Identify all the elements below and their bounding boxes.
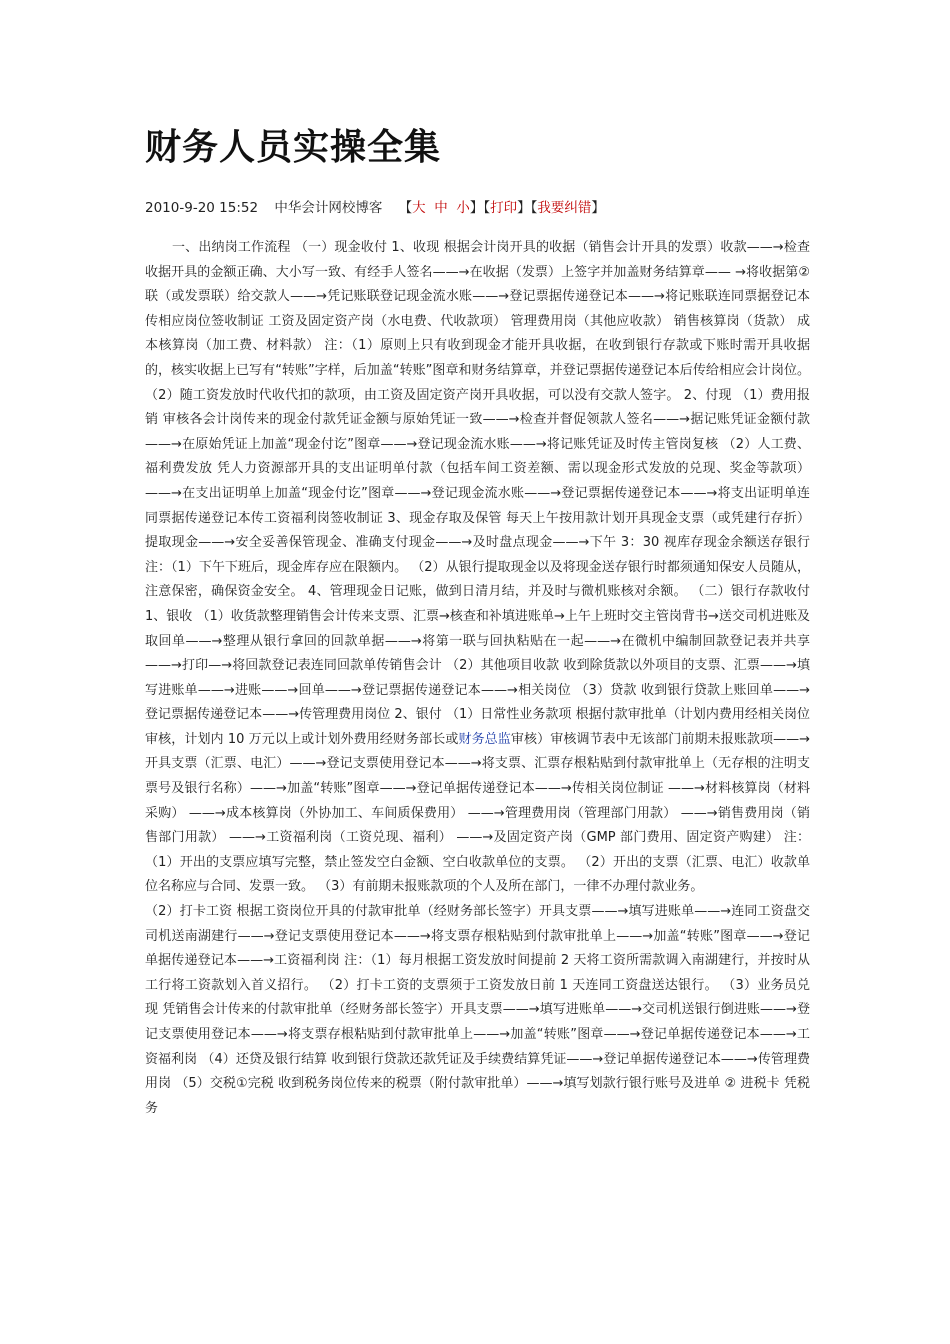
paragraph-card-payroll: （2）打卡工资 根据工资岗位开具的付款审批单（经财务部长签字）开具支票——→填写进账单——→连同工资盘交司机送南湖建行——→登记支票使用登记本——→将支票存根粘贴到付款审批单上——→加盖“转账”图章——→登记单据传递登记本——→工资福利岗 注：（1）每月根据工资发放时间提前 2 天将工资所需款调入南湖建行，并按时从工行将工资款划入首义招行。 （2）打卡工资的支票须于工资发放日前 1 天连同工资盘送达银行。 （3）业务员兑现 凭销售会计传来的付款审批单（经财务部长签字）开具支票——→填写进账单——→交司机送银行倒进账——→登记支票使用登记本——→将支票存根粘贴到付款审批单上——→加盖“转账”图章——→登记单据传递登记本——→工资福利岗 （4）还贷及银行结算 收到银行贷款还款凭证及手续费结算凭证——→登记单据传递登记本——→传管理费用岗 （5）交税①完税 收到税务岗位传来的税票（附付款审批单）——→填写划款行银行账号及进单 ② 进税卡 凭税务 — [145, 904, 810, 1116]
font-size-medium-link[interactable]: 中 — [434, 200, 448, 216]
paragraph-text: 审核）审核调节表中无该部门前期未报账款项——→开具支票（汇票、电汇）——→登记支票使用登记本——→将支票、汇票存根粘贴到付款审批单上（无存根的注明支票号及银行名称）——→加盖“转账”图章——→登记单据传递登记本——→传相关岗位制证 ——→材料核算岗（材料采购） ——→成本核算岗（外协加工、车间质保费用） ——→管理费用岗（管理部门用款） ——→销售费用岗（销售部门用款） ——→工资福利岗（工资兑现、福利） ——→及固定资产岗（GMP 部门费用、固定资产购建） 注：（1）开出的支票应填写完整，禁止签发空白金额、空白收款单位的支票。 （2）开出的支票（汇票、电汇）收款单位名称应与合同、发票一致。 （3）有前期未报账款项的个人及所在部门，一律不办理付款业务。 — [145, 731, 810, 895]
font-size-large-link[interactable]: 大 — [412, 200, 426, 216]
print-control — [483, 200, 530, 216]
report-error-link[interactable]: 我要纠错 — [537, 200, 592, 216]
report-error-control — [531, 200, 605, 216]
bracket-open: 【 — [530, 200, 538, 216]
paragraph-cashier-workflow — [145, 236, 810, 900]
font-size-controls — [399, 200, 484, 216]
print-link[interactable]: 打印 — [490, 200, 518, 216]
article-source: 中华会计网校博客 — [274, 200, 383, 216]
article-meta — [145, 197, 810, 219]
paragraph-text: 一、出纳岗工作流程 （一）现金收付 1、收现 根据会计岗开具的收据（销售会计开具的发票）收款——→检查收据开具的金额正确、大小写一致、有经手人签名——→在收据（发票）上签字并加盖财务结算章—— →将收据第②联（或发票联）给交款人——→凭记账联登记现金流水账——→登记票据传递登记本——→将记账联连同票据登记本传相应岗位签收制证 工资及固定资产岗（水电费、代收款项） 管理费用岗（其他应收款） 销售核算岗（货款） 成本核算岗（加工费、材料款） 注：（1）原则上只有收到现金才能开具收据，在收到银行存款或下账时需开具收据的，核实收据上已写有“转账”字样，后加盖“转账”图章和财务结算章，并登记票据传递登记本后传给相应会计岗位。 （2）随工资发放时代收代扣的款项，由工资及固定资产岗开具收据，可以没有交款人签字。 2、付现 （1）费用报销 审核各会计岗传来的现金付款凭证金额与原始凭证一致——→检查并督促领款人签名——→据记账凭证金额付款——→在原始凭证上加盖“现金付讫”图章——→登记现金流水账——→将记账凭证及时传主管岗复核 （2）人工费、福利费发放 凭人力资源部开具的支出证明单付款（包括车间工资差额、需以现金形式发放的兑现、奖金等款项）——→在支出证明单上加盖“现金付讫”图章——→登记现金流水账——→登记票据传递登记本——→将支出证明单连同票据传递登记本传工资福利岗签收制证 3、现金存取及保管 每天上午按用款计划开具现金支票（或凭建行存折）提取现金——→安全妥善保管现金、准确支付现金——→及时盘点现金——→下午 3：30 视库存现金余额送存银行 注：（1）下午下班后，现金库存应在限额内。 （2）从银行提取现金以及将现金送存银行时都须通知保安人员随从，注意保密，确保资金安全。 4、管理现金日记账，做到日清月结，并及时与微机账核对余额。 （二）银行存款收付 1、银收 （1）收货款整理销售会计传来支票、汇票→核查和补填进账单→上午上班时交主管岗背书→送交司机进账及取回单——→整理从银行拿回的回款单据——→将第一联与回执粘贴在一起——→在微机中编制回款登记表并共享——→打印—→将回款登记表连同回款单传销售会计 （2）其他项目收款 收到除货款以外项目的支票、汇票——→填写进账单——→进账——→回单——→登记票据传递登记本——→相关岗位 （3）贷款 收到银行贷款上账回单——→登记票据传递登记本——→传管理费用岗位 2、银付 （1）日常性业务款项 根据付款审批单（计划内费用经相关岗位审核，计划内 10 万元以上或计划外费用经财务部长或 — [145, 240, 810, 747]
article-title: 财务人员实操全集 — [145, 127, 442, 168]
article-datetime: 2010-9-20 15:52 — [145, 200, 259, 216]
bracket-close: 】 — [469, 200, 484, 216]
bracket-close: 】 — [591, 200, 605, 216]
cfo-link[interactable]: 财务总监 — [458, 731, 511, 747]
article-body — [145, 236, 810, 1121]
bracket-open: 【 — [398, 200, 413, 216]
font-size-small-link[interactable]: 小 — [456, 200, 470, 216]
bracket-close: 】 — [517, 200, 531, 216]
bracket-open: 【 — [483, 200, 491, 216]
